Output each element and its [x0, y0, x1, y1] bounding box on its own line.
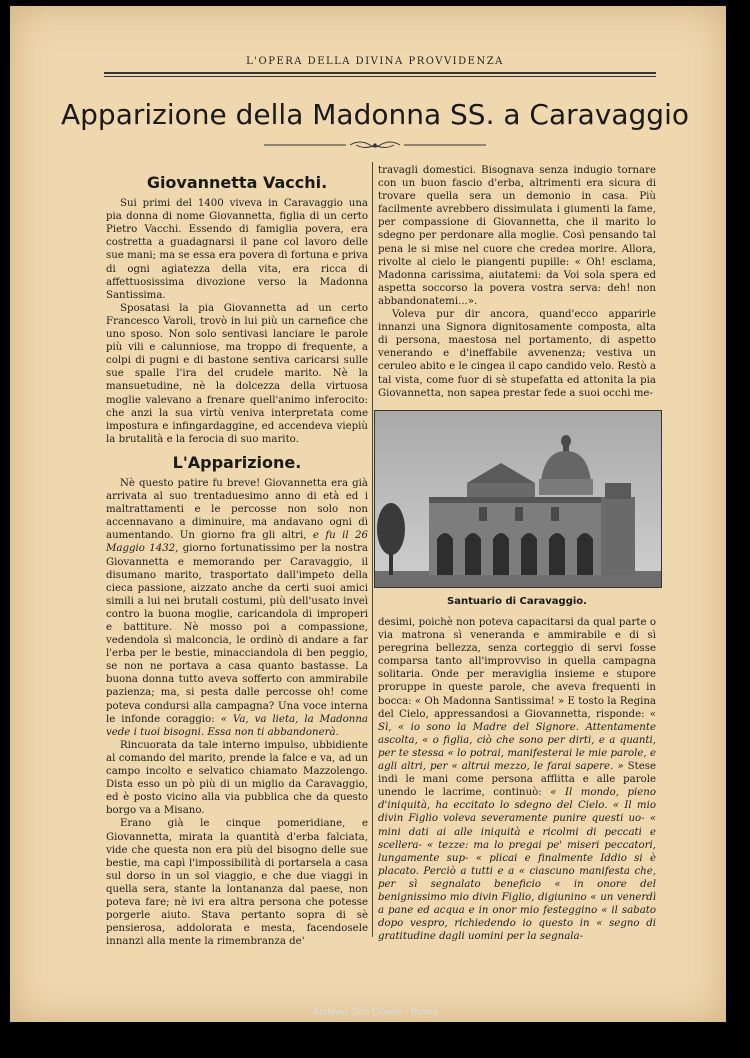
- paragraph: Voleva pur dir ancora, quand'ecco apparirle innanzi una Signora dignitosamente composta, alta di persona, maestosa nel portamento, di aspetto venerando e d'ineffabile avvenenza; vestiva un ceruleo abito e le cingea il capo candido velo. Restò a tal vista, come fuor di sè stupefatta ed attonita la pia Giovannetta, non sapea prestar fede a suoi occhi me-: [378, 309, 656, 399]
- paragraph: Nè questo patire fu breve! Giovannetta era già arrivata al suo trentaduesimo anno di età ed i maltrattamenti e le percosse non solo non accennavano a diminuire, ma andavano ogni dì aumentando. Un giorno fra gli altri, e fu il 26 Maggio 1432, giorno fortunatissimo per la nostra Giovannetta e memorando per Caravaggio, il disumano marito, trasportato dall'impeto della cieca passione, aizzato anche da certi suoi amici simili a lui nei brutali costumi, più dell'usato inveì contro la buona moglie, caricandola di improperi e battiture. Nè mosso poi a compassione, vedendola sì malconcia, le ordinò di andare a far l'erba per le bestie, minacciandola di ben peggio, se non ne portava a casa quanto bastasse. La buona donna tutto aveva sofferto con ammirabile pazienza; ma, si pesta dalle percosse oh! come poteva condursi alla campagna? Una voce interna le infonde coraggio: « Va, va lieta, la Madonna vede i tuoi bisogni. Essa non ti abbandonerà.: [106, 477, 368, 738]
- archive-credit: Archivio Don Orione - Roma: [312, 1007, 438, 1018]
- sanctuary-illustration: [375, 411, 661, 587]
- photo-caption: Santuario di Caravaggio.: [447, 596, 587, 607]
- right-column-top: [378, 164, 656, 400]
- header-rule: [104, 72, 656, 77]
- running-header: L'OPERA DELLA DIVINA PROVVIDENZA: [246, 56, 504, 67]
- column-divider: [372, 162, 373, 937]
- paragraph: Sui primi del 1400 viveva in Caravaggio una pia donna di nome Giovannetta, figlia di un certo Pietro Vacchi. Essendo di famiglia povera, era costretta a guadagnarsi il pane col lavoro delle sue mani; ma se essa era povera di fortuna e priva di ogni agiatezza della vita, era ricca di affettuosissima divozione verso la Madonna Santissima.: [106, 198, 368, 301]
- right-column-bottom: [378, 616, 656, 943]
- paragraph: desimi, poichè non poteva capacitarsi da qual parte o via matrona sì veneranda e ammirabile e di sì peregrina bellezza, senza corteggio di servi fosse comparsa tanto all'improvviso in quella campagna solitaria. Onde per meraviglia insieme e stupore proruppe in queste parole, che aveva frequenti in bocca: « Oh Madonna Santissima! » E tosto la Regina del Cielo, appressandosi a Giovannetta, risponde: « Sì, « io sono la Madre del Signore. Attentamente ascolta, « o figlia, ciò che sono per dirti, e a quanti, per te stessa « lo potrai, manifesterai le mie parole, e agli altri, per « altrui mezzo, le farai sapere. » Stese indi le mani come persona afflitta e alle parole unendo le lacrime, continuò: « Il mondo, pieno d'iniquità, ha eccitato lo sdegno del Cielo. « Il mio divin Figlio voleva severamente punire questi uo- « mini dati ai alle iniquità e ricolmi di peccati e scellera- « tezze: ma lo pregai pe' miseri peccatori, lungamente sup- « plicai e finalmente Iddio si è placato. Perciò a tutti e a « ciascuno manifesta che, per sì segnalato beneficio « in onore del benignissimo mio divin Figlio, digiunino « un venerdì a pane ed acqua e in onor mio festeggino « il sabato dopo vespro, richiedendo io questo in « segno di gratitudine dagli uomini per la segnala-: [378, 617, 656, 943]
- sanctuary-photo: [374, 410, 662, 588]
- article-title: Apparizione della Madonna SS. a Caravaggio: [61, 98, 689, 131]
- section-heading-giovannetta: Giovannetta Vacchi.: [146, 173, 328, 192]
- paragraph: travagli domestici. Bisognava senza indugio tornare con un buon fascio d'erba, altrimenti era sicura di trovare quella sera un demonio in casa. Più facilmente avrebbero dissimulata i giumenti la fame, per compassione di Giovannetta, che il marito lo sdegno per perdonare alla moglie. Così pensando tal pena le si mise nel cuore che credea morire. Allora, rivolte al cielo le piangenti pupille: « Oh! esclama, Madonna carissima, aiutatemi: da Voi sola spera ed aspetta soccorso la povera vostra serva: deh! non abbandonatemi...».: [378, 165, 656, 307]
- paragraph: Rincuorata da tale interno impulso, ubbidiente al comando del marito, prende la falce e va, ad un campo incolto e selvatico chiamato Mazzolengo. Dista esso un pò più di un miglio da Caravaggio, ed è posto vicino alla via pubblica che da questo borgo va a Misano.: [106, 739, 368, 817]
- paragraph: Erano già le cinque pomeridiane, e Giovannetta, mirata la quantità d'erba falciata, vide che questa non era più del bisogno delle sue bestie, ma capì l'impossibilità di portarsela a casa sul dorso in un sol viaggio, e che due viaggi in quella sera, stante la lontananza dal paese, non poteva fare; nè ivi era altra persona che potesse porgerle aiuto. Stava pertanto sopra di sè pensierosa, addolorata e mesta, facendosele innanzi alla mente la rimembranza de': [106, 818, 368, 948]
- paragraph: Sposatasi la pia Giovannetta ad un certo Francesco Varoli, trovò in lui più un carnefice che uno sposo. Non solo sentivasi lanciare le parole più vili e calunniose, ma troppo di frequente, a colpi di pugni e di bastone sentiva caricarsi sulle sue spalle l'ira del crudele marito. Nè la mansuetudine, nè la dolcezza della virtuosa moglie valevano a frenare quell'animo inferocito: che anzi la sua virtù veniva interpretata come impostura e infingardaggine, ed accendeva viepiù la brutalità e la ferocia di suo marito.: [106, 302, 368, 445]
- title-ornament: [264, 140, 486, 150]
- left-column: [106, 173, 368, 948]
- section-heading-apparizione: L'Apparizione.: [172, 452, 302, 472]
